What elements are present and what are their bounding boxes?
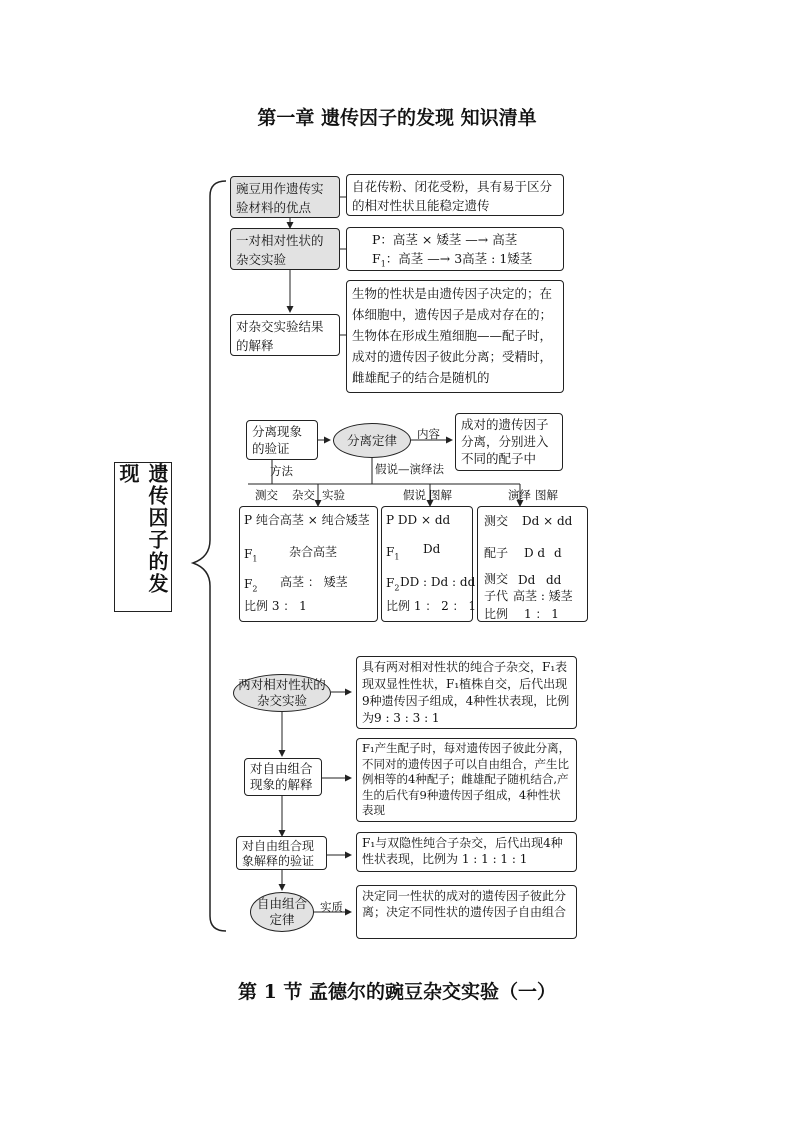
- label-diagram-2: 图解: [535, 488, 558, 502]
- e3-offspring-dd-rec: dd: [546, 573, 562, 587]
- node-verification: 分离现象的验证: [246, 420, 318, 460]
- e3-cross: Dd × dd: [522, 514, 573, 528]
- e3-offspring-label-1: 测交: [484, 572, 509, 586]
- e3-offspring-phenotype: 高茎 : 矮茎: [513, 589, 573, 603]
- label-hypothesis: 假说: [403, 488, 426, 502]
- e2-f1-value: Dd: [423, 542, 441, 556]
- root-brace: [193, 181, 226, 931]
- desc-free-combination-law: 决定同一性状的成对的遗传因子彼此分离；决定不同性状的遗传因子自由组合: [356, 885, 577, 939]
- label-method: 方法: [270, 464, 293, 478]
- label-testcross: 测交: [255, 488, 278, 502]
- node-free-combination-law: 自由组合定律: [250, 892, 314, 932]
- e1-f2-label: $F_2$: [244, 577, 258, 594]
- label-diagram: 图解: [429, 488, 452, 502]
- e3-offspring-label-2: 子代: [484, 589, 509, 603]
- e2-ratio: 比例 1 ： 2 ： 1: [386, 599, 476, 613]
- desc-free-combination-explanation: F₁产生配子时，每对遗传因子彼此分离，不同对的遗传因子可以自由组合，产生比例相等的4种配子；雌雄配子随机结合,产生的后代有9种遗传因子组成，4种性状表现: [356, 738, 577, 822]
- desc-law-content: 成对的遗传因子分离，分别进入不同的配子中: [455, 413, 563, 471]
- node-segregation-law: 分离定律: [333, 423, 411, 458]
- f1-subscript: 1: [380, 259, 386, 269]
- experiment-box-hypothesis: [381, 506, 476, 622]
- e3-gamete-label: 配子: [484, 546, 509, 560]
- desc-pea-advantages: 自花传粉、闭花受粉，具有易于区分的相对性状且能稳定遗传: [346, 174, 564, 216]
- e3-gametes-parent2: d: [554, 546, 562, 560]
- node-free-combination-verification: 对自由组合现象解释的验证: [236, 836, 327, 870]
- experiment-box-hybrid: [239, 506, 378, 622]
- e1-f1-label: $F_1$: [244, 547, 258, 564]
- e2-f2-label: $F_2$: [386, 576, 400, 593]
- root-node: 遗传因子的发现: [114, 462, 172, 612]
- e3-offspring-dd-dom: Dd: [518, 573, 536, 587]
- e2-f2-value: DD : Dd : dd: [400, 575, 476, 589]
- label-experiment: 实验: [322, 488, 345, 502]
- desc-one-pair-cross: [346, 227, 564, 271]
- e3-testcross-label: 测交: [484, 514, 509, 528]
- label-hypothesis-deduction: 假说—演绎法: [375, 462, 444, 476]
- desc-explanation: 生物的性状是由遗传因子决定的；在体细胞中，遗传因子是成对存在的；生物体在形成生殖细胞——配子时，成对的遗传因子彼此分离；受精时，雌雄配子的结合是随机的: [346, 280, 564, 393]
- section-title: 第 1 节 孟德尔的豌豆杂交实验（一）: [237, 981, 557, 1003]
- f1-letter: F: [372, 251, 381, 266]
- e1-f2-value: 高茎 ： 矮茎: [280, 575, 348, 589]
- e1-ratio: 比例 3 ： 1: [244, 599, 307, 613]
- node-two-pair-cross: 两对相对性状的杂交实验: [233, 674, 331, 712]
- e3-ratio-label: 比例: [484, 607, 509, 621]
- label-content: 内容: [417, 427, 440, 441]
- desc-two-pair-cross: 具有两对相对性状的纯合子杂交，F₁表现双显性性状，F₁植株自交，后代出现9种遗传因子组成，4种性状表现，比例为9 : 3 : 3 : 1: [356, 656, 577, 729]
- node-pea-advantages: 豌豆用作遗传实验材料的优点: [230, 176, 340, 218]
- label-essence: 实质: [320, 900, 343, 914]
- e3-gametes-parent1: D d: [524, 546, 546, 560]
- f1-result: ：高茎 —→ 3高茎 : 1矮茎: [385, 251, 533, 266]
- desc-free-combination-verification: F₁与双隐性纯合子杂交，后代出现4种性状表现，比例为 1 : 1 : 1 : 1: [356, 832, 577, 872]
- node-free-combination-explanation: 对自由组合现象的解释: [244, 758, 322, 796]
- e2-f1-label: $F_1$: [386, 545, 400, 562]
- experiment-box-deduction: [477, 506, 588, 622]
- e2-p-line: P DD × dd: [386, 513, 451, 527]
- page-title: 第一章 遗传因子的发现 知识清单: [257, 107, 537, 129]
- label-hybrid: 杂交: [292, 488, 315, 502]
- e1-p-line: P 纯合高茎 × 纯合矮茎: [244, 513, 370, 527]
- e3-ratio-value: 1 ： 1: [524, 607, 559, 621]
- cross-line-f1: [352, 249, 558, 274]
- node-one-pair-cross: 一对相对性状的杂交实验: [230, 228, 340, 270]
- label-deduction: 演绎: [508, 488, 531, 502]
- e1-f1-value: 杂合高茎: [289, 545, 338, 559]
- node-explanation: 对杂交实验结果的解释: [230, 314, 340, 356]
- cross-line-p: P：高茎 × 矮茎 —→ 高茎: [372, 232, 518, 247]
